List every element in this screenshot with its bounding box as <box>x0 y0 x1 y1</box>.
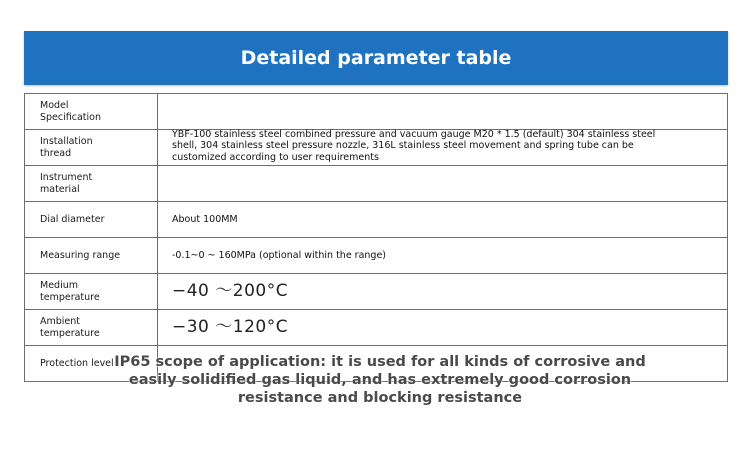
scope-line-3: resistance and blocking resistance <box>237 390 523 406</box>
row-label-instrument-material: Instrument material <box>25 166 158 202</box>
parameter-table <box>24 93 728 382</box>
row-value-model-specification <box>158 94 728 130</box>
row-label-protection-level: Protection level <box>25 346 158 382</box>
row-value-measuring-range: -0.1~0 ~ 160MPa (optional within the range) <box>158 238 728 274</box>
table-row <box>25 166 728 202</box>
row-value-dial-diameter: About 100MM <box>158 202 728 238</box>
row-value-instrument-material <box>158 166 728 202</box>
row-label-medium-temperature: Medium temperature <box>25 274 158 310</box>
row-label-measuring-range: Measuring range <box>25 238 158 274</box>
row-value-medium-temperature: −40 ～200°C <box>158 274 728 310</box>
table-row <box>25 202 728 238</box>
scope-line-2: easily solidified gas liquid, and has extremely good corrosion <box>128 372 632 388</box>
scope-of-application-text <box>100 353 660 407</box>
table-row <box>25 274 728 310</box>
table-row <box>25 94 728 130</box>
table-title-banner <box>24 31 728 85</box>
row-value-installation-thread: YBF-100 stainless steel combined pressure and vacuum gauge M20 * 1.5 (default) 304 stainless steel shell, 304 stainless steel pressure nozzle, 316L stainless steel movement and spring tube can be customized according to user requirements <box>158 130 728 166</box>
table-title: Detailed parameter table <box>240 47 512 69</box>
scope-line-1: IP65 scope of application: it is used for all kinds of corrosive and <box>114 354 646 370</box>
table-row <box>25 238 728 274</box>
table-row <box>25 310 728 346</box>
row-label-dial-diameter: Dial diameter <box>25 202 158 238</box>
row-label-installation-thread: Installation thread <box>25 130 158 166</box>
row-label-model-specification: Model Specification <box>25 94 158 130</box>
row-label-ambient-temperature: Ambient temperature <box>25 310 158 346</box>
table-row <box>25 130 728 166</box>
row-value-ambient-temperature: −30 ～120°C <box>158 310 728 346</box>
